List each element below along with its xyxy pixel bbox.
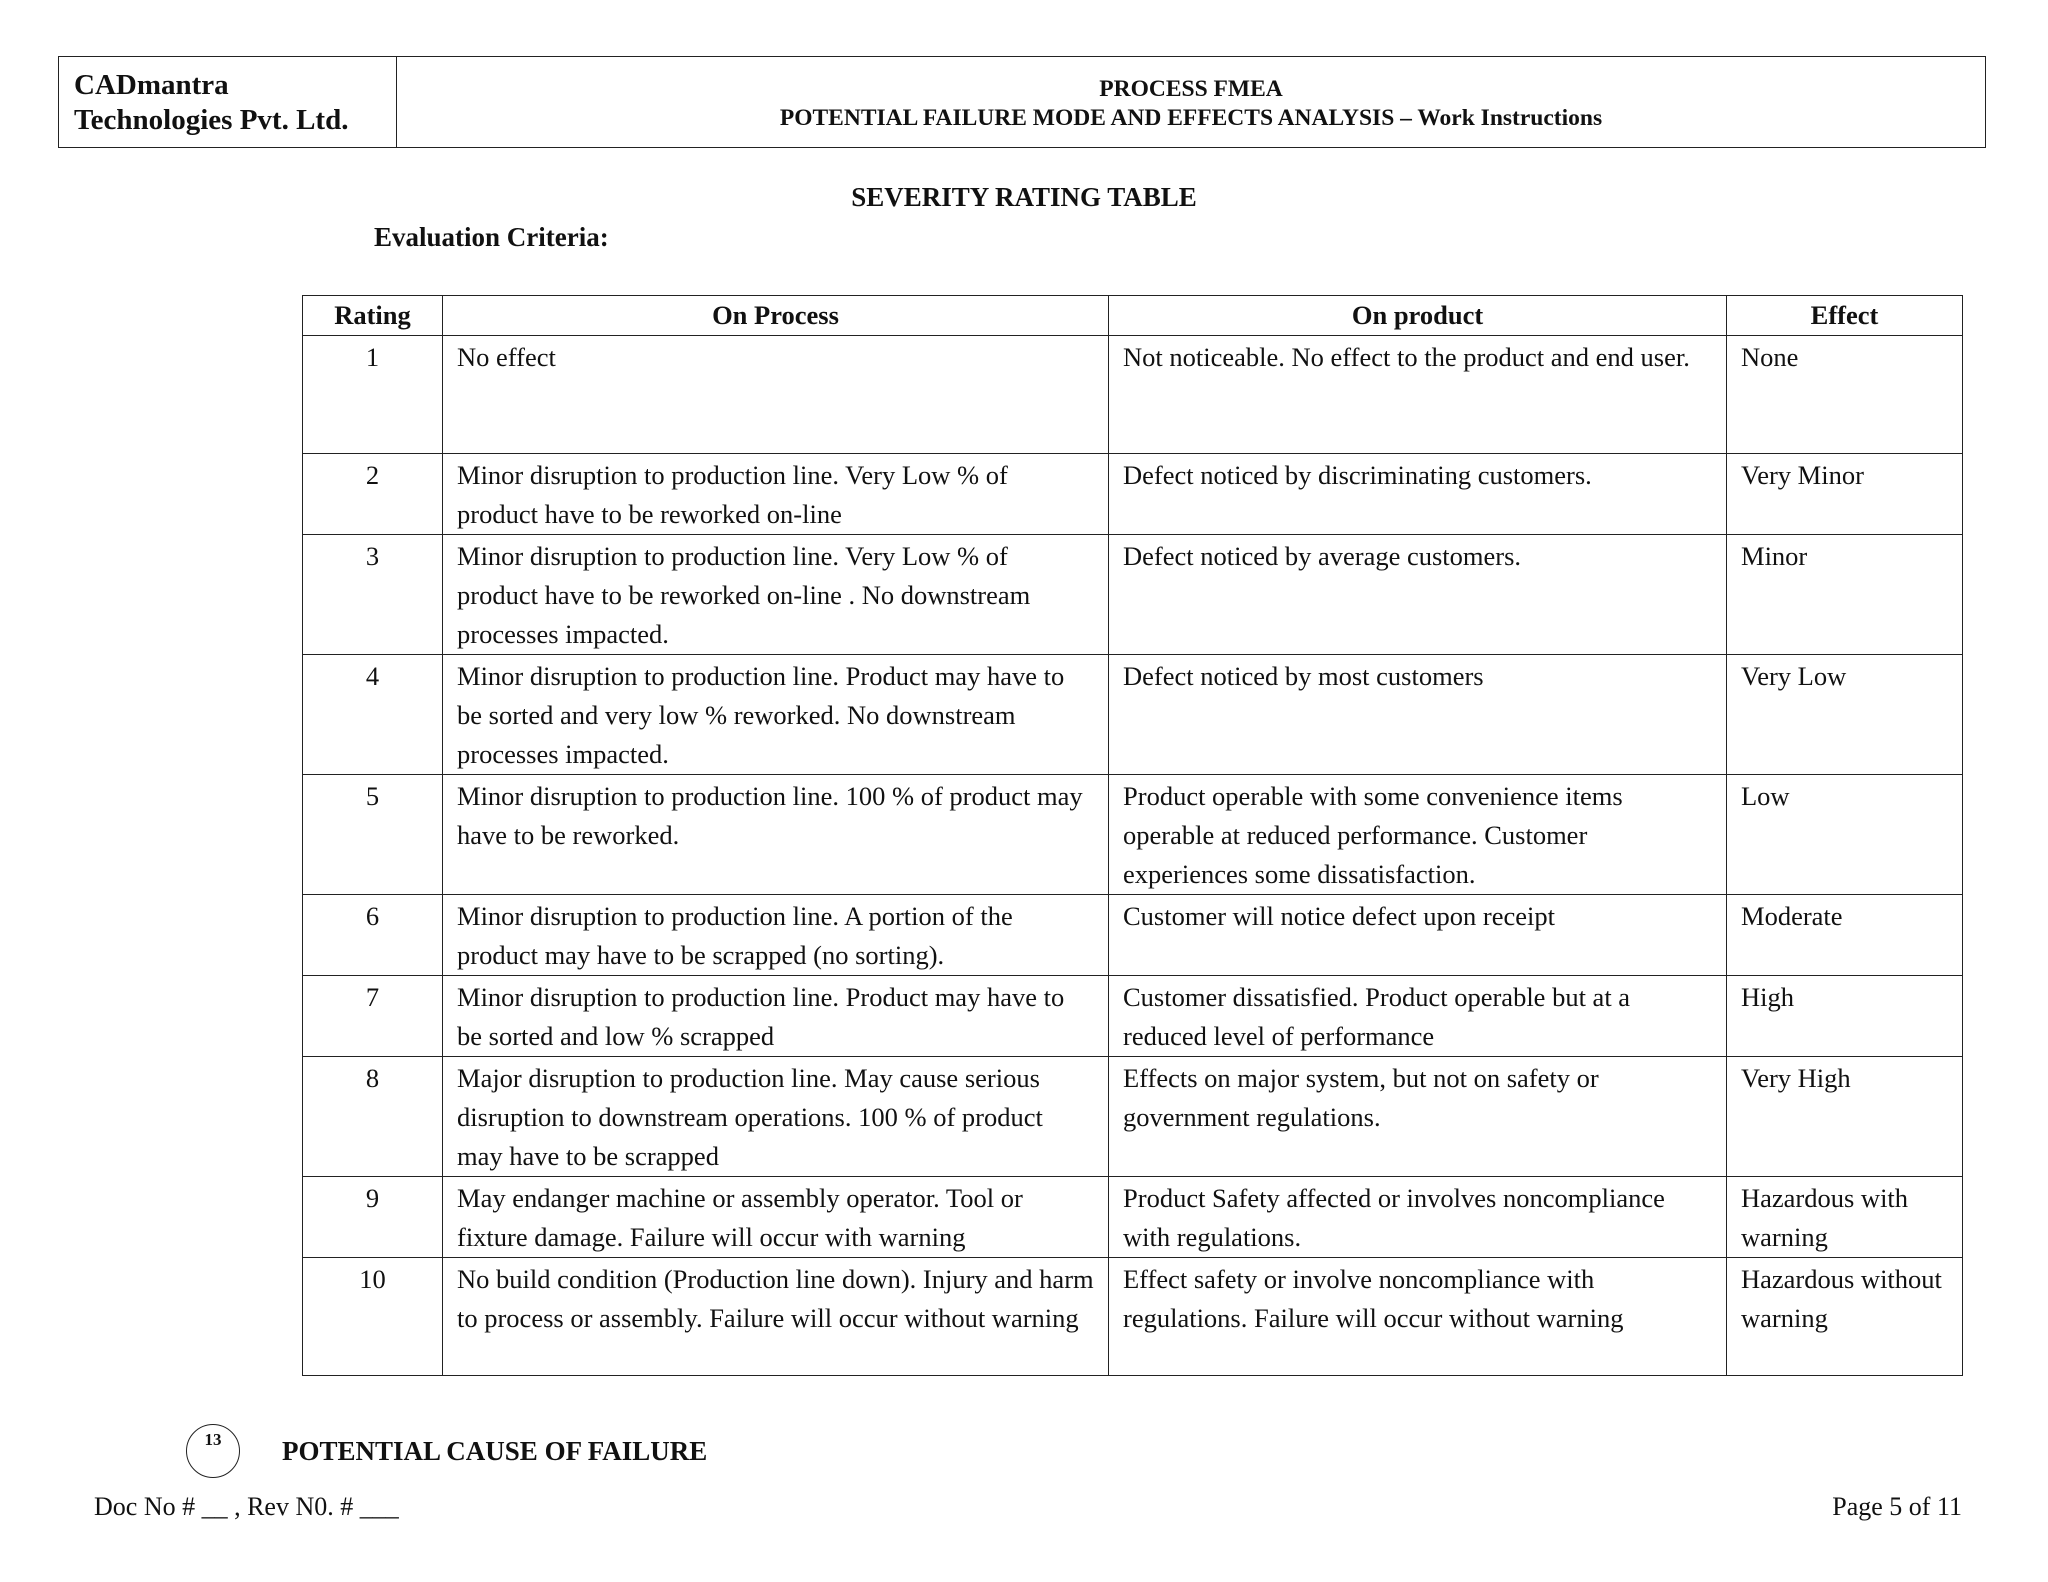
table-row: [303, 775, 1963, 895]
effect-cell: Very High: [1727, 1057, 1963, 1177]
on-product-cell: Not noticeable. No effect to the product and end user.: [1109, 336, 1727, 454]
rating-cell: 2: [303, 454, 443, 535]
rating-cell: 10: [303, 1258, 443, 1376]
table-row: [303, 336, 1963, 454]
effect-cell: Very Minor: [1727, 454, 1963, 535]
column-header-rating: Rating: [303, 296, 443, 336]
document-title: [397, 57, 1985, 147]
table-row: [303, 454, 1963, 535]
effect-cell: Hazardous with warning: [1727, 1177, 1963, 1258]
document-title-line2: POTENTIAL FAILURE MODE AND EFFECTS ANALYSIS – Work Instructions: [779, 105, 1603, 131]
section-number-badge: 13: [186, 1424, 240, 1478]
on-process-cell: Minor disruption to production line. 100 % of product may have to be reworked.: [443, 775, 1109, 895]
on-product-cell: Customer dissatisfied. Product operable but at a reduced level of performance: [1109, 976, 1727, 1057]
table-row: [303, 1057, 1963, 1177]
rating-cell: 3: [303, 535, 443, 655]
company-name-line1: CADmantra: [74, 69, 229, 101]
effect-cell: None: [1727, 336, 1963, 454]
document-title-line1: PROCESS FMEA: [1099, 76, 1283, 102]
on-product-cell: Defect noticed by average customers.: [1109, 535, 1727, 655]
section-title: SEVERITY RATING TABLE: [851, 182, 1197, 212]
on-process-cell: No effect: [443, 336, 1109, 454]
rating-cell: 9: [303, 1177, 443, 1258]
rating-cell: 6: [303, 895, 443, 976]
on-process-cell: Minor disruption to production line. Very Low % of product have to be reworked on-line: [443, 454, 1109, 535]
effect-cell: Moderate: [1727, 895, 1963, 976]
column-header-on-process: On Process: [443, 296, 1109, 336]
on-product-cell: Effects on major system, but not on safety or government regulations.: [1109, 1057, 1727, 1177]
evaluation-criteria-label: Evaluation Criteria:: [374, 222, 609, 252]
company-name-line2: Technologies Pvt. Ltd.: [74, 104, 349, 136]
potential-cause-heading: [186, 1420, 707, 1482]
document-header: [58, 56, 1986, 148]
table-row: [303, 976, 1963, 1057]
severity-rating-table: [302, 295, 1963, 1376]
rating-cell: 7: [303, 976, 443, 1057]
table-row: [303, 1258, 1963, 1376]
on-process-cell: Major disruption to production line. May cause serious disruption to downstream operations. 100 % of product may have to be scrapped: [443, 1057, 1109, 1177]
on-product-cell: Product Safety affected or involves noncompliance with regulations.: [1109, 1177, 1727, 1258]
on-process-cell: Minor disruption to production line. Very Low % of product have to be reworked on-line . No downstream processes impacted.: [443, 535, 1109, 655]
effect-cell: Very Low: [1727, 655, 1963, 775]
effect-cell: Hazardous without warning: [1727, 1258, 1963, 1376]
table-row: [303, 535, 1963, 655]
table-row: [303, 655, 1963, 775]
on-process-cell: No build condition (Production line down). Injury and harm to process or assembly. Failure will occur without warning: [443, 1258, 1109, 1376]
on-process-cell: Minor disruption to production line. Product may have to be sorted and very low % reworked. No downstream processes impacted.: [443, 655, 1109, 775]
footer-page-number: Page 5 of 11: [1832, 1492, 1962, 1521]
company-name: [59, 57, 397, 147]
table-row: [303, 895, 1963, 976]
rating-cell: 4: [303, 655, 443, 775]
potential-cause-title: POTENTIAL CAUSE OF FAILURE: [282, 1435, 708, 1466]
on-process-cell: Minor disruption to production line. Product may have to be sorted and low % scrapped: [443, 976, 1109, 1057]
on-process-cell: May endanger machine or assembly operator. Tool or fixture damage. Failure will occur with warning: [443, 1177, 1109, 1258]
on-product-cell: Effect safety or involve noncompliance with regulations. Failure will occur without warning: [1109, 1258, 1727, 1376]
rating-cell: 1: [303, 336, 443, 454]
on-product-cell: Customer will notice defect upon receipt: [1109, 895, 1727, 976]
effect-cell: High: [1727, 976, 1963, 1057]
effect-cell: Low: [1727, 775, 1963, 895]
column-header-effect: Effect: [1727, 296, 1963, 336]
on-product-cell: Product operable with some convenience items operable at reduced performance. Customer experiences some dissatisfaction.: [1109, 775, 1727, 895]
table-row: [303, 1177, 1963, 1258]
rating-cell: 8: [303, 1057, 443, 1177]
effect-cell: Minor: [1727, 535, 1963, 655]
column-header-on-product: On product: [1109, 296, 1727, 336]
on-process-cell: Minor disruption to production line. A portion of the product may have to be scrapped (no sorting).: [443, 895, 1109, 976]
on-product-cell: Defect noticed by most customers: [1109, 655, 1727, 775]
on-product-cell: Defect noticed by discriminating customers.: [1109, 454, 1727, 535]
table-header-row: [303, 296, 1963, 336]
rating-cell: 5: [303, 775, 443, 895]
footer-doc-info: Doc No # __ , Rev N0. # ___: [94, 1492, 399, 1521]
